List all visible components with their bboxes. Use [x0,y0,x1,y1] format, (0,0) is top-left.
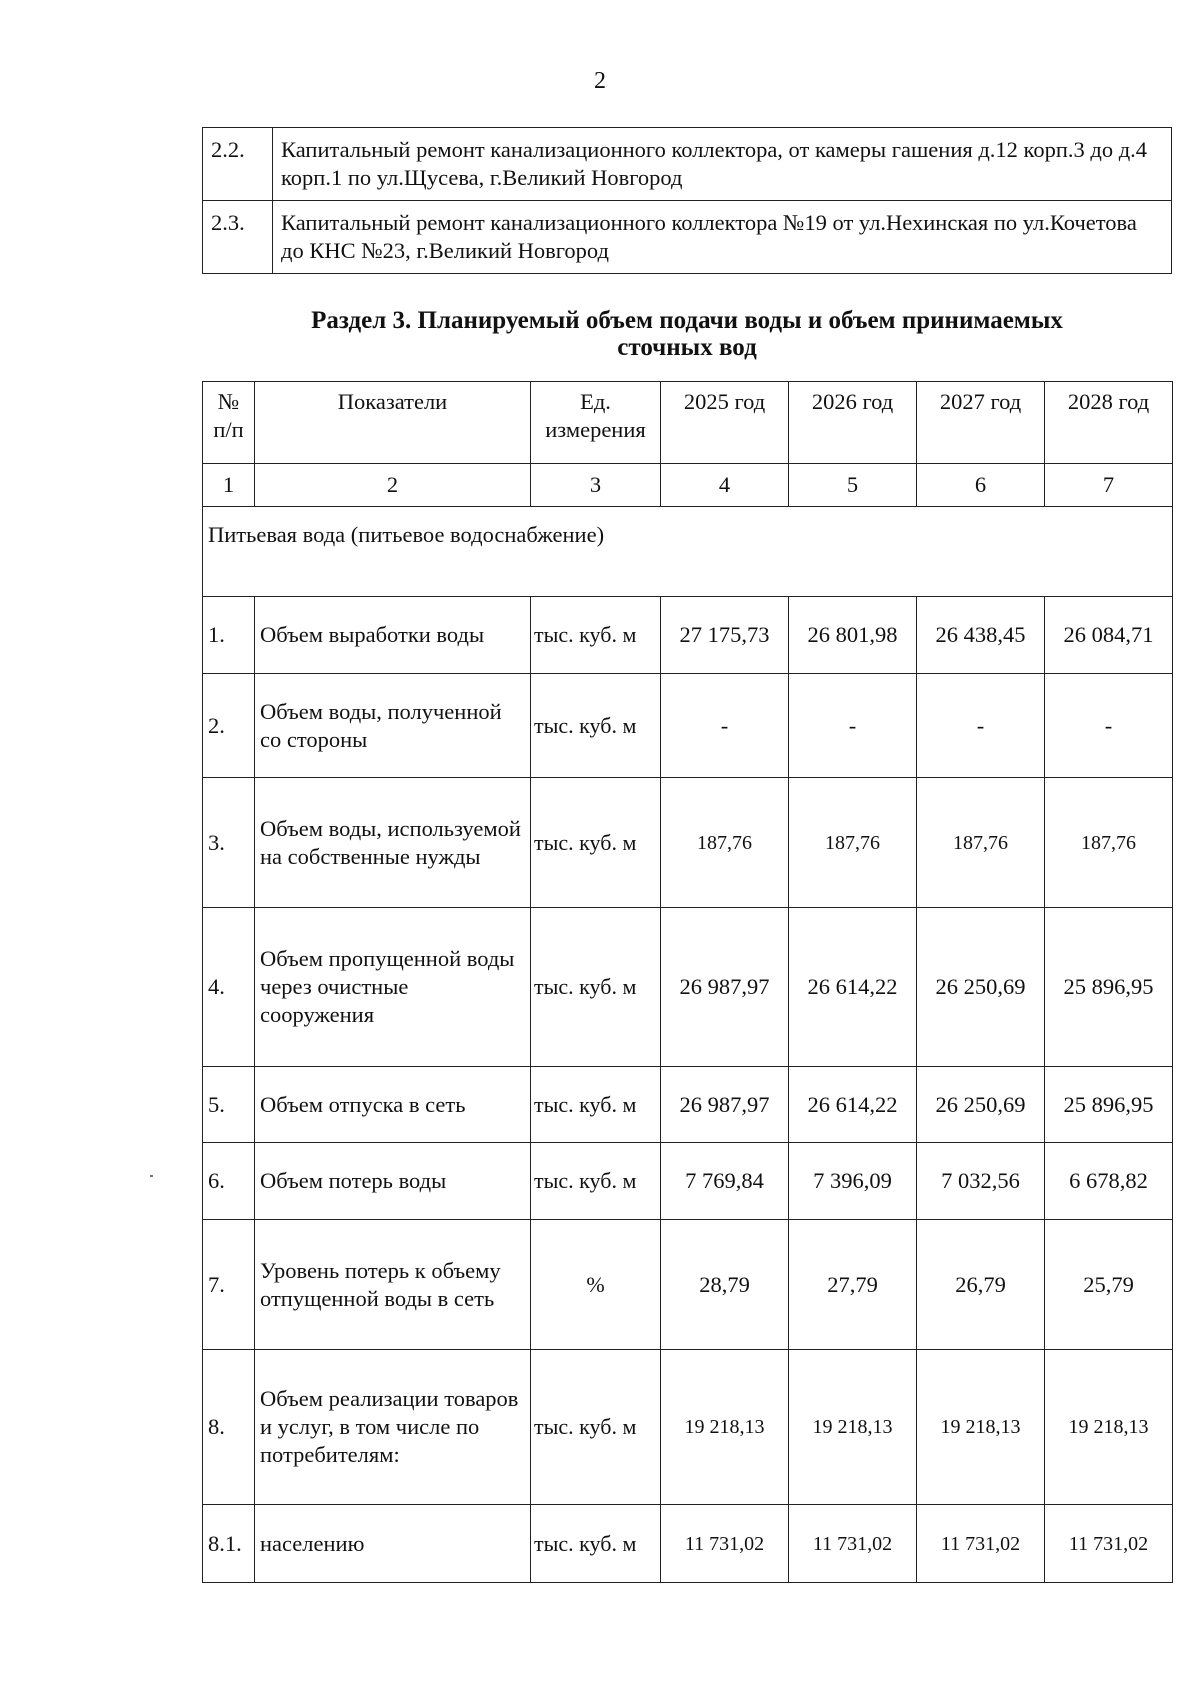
value-2025: - [661,674,789,778]
row-number: 2.2. [203,128,273,201]
row-number: 2. [203,674,255,778]
header-row [203,382,1173,464]
row-indicator: Объем воды, используемой на собственные нужды [255,778,531,908]
value-2028: - [1045,674,1173,778]
value-2027: 26 438,45 [917,597,1045,674]
value-2026: 26 801,98 [789,597,917,674]
continued-table [202,127,1172,274]
value-2026: 7 396,09 [789,1143,917,1220]
row-number: 4. [203,908,255,1067]
row-unit: тыс. куб. м [531,674,661,778]
row-indicator: Объем реализации товаров и услуг, в том числе по потребителям: [255,1350,531,1505]
header-2026: 2026 год [789,382,917,464]
value-2025: 27 175,73 [661,597,789,674]
row-unit: тыс. куб. м [531,597,661,674]
value-2027: - [917,674,1045,778]
value-2028: 6 678,82 [1045,1143,1173,1220]
table-row [203,1350,1173,1505]
column-number: 5 [789,464,917,507]
page-number: 2 [594,68,606,94]
row-number: 5. [203,1067,255,1143]
row-number: 6. [203,1143,255,1220]
row-unit: тыс. куб. м [531,1350,661,1505]
row-number: 2.3. [203,201,273,274]
row-indicator: Уровень потерь к объему отпущенной воды в сеть [255,1220,531,1350]
value-2028: 19 218,13 [1045,1350,1173,1505]
table-row [203,128,1172,201]
table-row [203,908,1173,1067]
row-unit: тыс. куб. м [531,1505,661,1583]
value-2028: 187,76 [1045,778,1173,908]
header-num: № п/п [203,382,255,464]
row-number: 8.1. [203,1505,255,1583]
table-row [203,597,1173,674]
value-2027: 26,79 [917,1220,1045,1350]
header-indicator: Показатели [255,382,531,464]
column-number: 1 [203,464,255,507]
group-row [203,507,1173,597]
row-text: Капитальный ремонт канализационного коллектора №19 от ул.Нехинская по ул.Кочетова до КНС №23, г.Великий Новгород [273,201,1172,274]
row-unit: тыс. куб. м [531,1143,661,1220]
row-unit: тыс. куб. м [531,908,661,1067]
header-2025: 2025 год [661,382,789,464]
value-2025: 19 218,13 [661,1350,789,1505]
value-2027: 19 218,13 [917,1350,1045,1505]
row-unit: тыс. куб. м [531,778,661,908]
scan-speck [150,1175,153,1177]
table-row [203,201,1172,274]
value-2028: 11 731,02 [1045,1505,1173,1583]
column-number-row [203,464,1173,507]
value-2026: 26 614,22 [789,908,917,1067]
table-row [203,1143,1173,1220]
value-2025: 187,76 [661,778,789,908]
table-row [203,674,1173,778]
value-2026: 26 614,22 [789,1067,917,1143]
header-2027: 2027 год [917,382,1045,464]
value-2027: 187,76 [917,778,1045,908]
column-number: 7 [1045,464,1173,507]
column-number: 4 [661,464,789,507]
value-2025: 28,79 [661,1220,789,1350]
value-2028: 25,79 [1045,1220,1173,1350]
row-indicator: Объем воды, полученной со стороны [255,674,531,778]
row-number: 1. [203,597,255,674]
group-title: Питьевая вода (питьевое водоснабжение) [203,507,1173,597]
section-title-line-1: Раздел 3. Планируемый объем подачи воды и объем принимаемых [311,307,1063,334]
table-row [203,1220,1173,1350]
value-2027: 26 250,69 [917,1067,1045,1143]
value-2027: 26 250,69 [917,908,1045,1067]
row-unit: % [531,1220,661,1350]
value-2028: 25 896,95 [1045,1067,1173,1143]
value-2026: - [789,674,917,778]
column-number: 3 [531,464,661,507]
value-2025: 7 769,84 [661,1143,789,1220]
row-number: 3. [203,778,255,908]
column-number: 6 [917,464,1045,507]
value-2026: 19 218,13 [789,1350,917,1505]
value-2027: 11 731,02 [917,1505,1045,1583]
row-unit: тыс. куб. м [531,1067,661,1143]
value-2026: 187,76 [789,778,917,908]
row-number: 8. [203,1350,255,1505]
row-indicator: населению [255,1505,531,1583]
value-2026: 11 731,02 [789,1505,917,1583]
value-2025: 26 987,97 [661,908,789,1067]
value-2028: 25 896,95 [1045,908,1173,1067]
table-row [203,1505,1173,1583]
header-2028: 2028 год [1045,382,1173,464]
value-2026: 27,79 [789,1220,917,1350]
value-2027: 7 032,56 [917,1143,1045,1220]
value-2025: 11 731,02 [661,1505,789,1583]
section-title-line-2: сточных вод [617,334,757,361]
value-2028: 26 084,71 [1045,597,1173,674]
row-indicator: Объем отпуска в сеть [255,1067,531,1143]
row-number: 7. [203,1220,255,1350]
table-row [203,778,1173,908]
column-number: 2 [255,464,531,507]
row-indicator: Объем пропущенной воды через очистные сооружения [255,908,531,1067]
header-unit: Ед. измерения [531,382,661,464]
row-indicator: Объем потерь воды [255,1143,531,1220]
table-row [203,1067,1173,1143]
row-text: Капитальный ремонт канализационного коллектора, от камеры гашения д.12 корп.3 до д.4 корп.1 по ул.Щусева, г.Великий Новгород [273,128,1172,201]
row-indicator: Объем выработки воды [255,597,531,674]
water-volume-table [202,381,1173,1583]
section-title [202,307,1172,361]
value-2025: 26 987,97 [661,1067,789,1143]
